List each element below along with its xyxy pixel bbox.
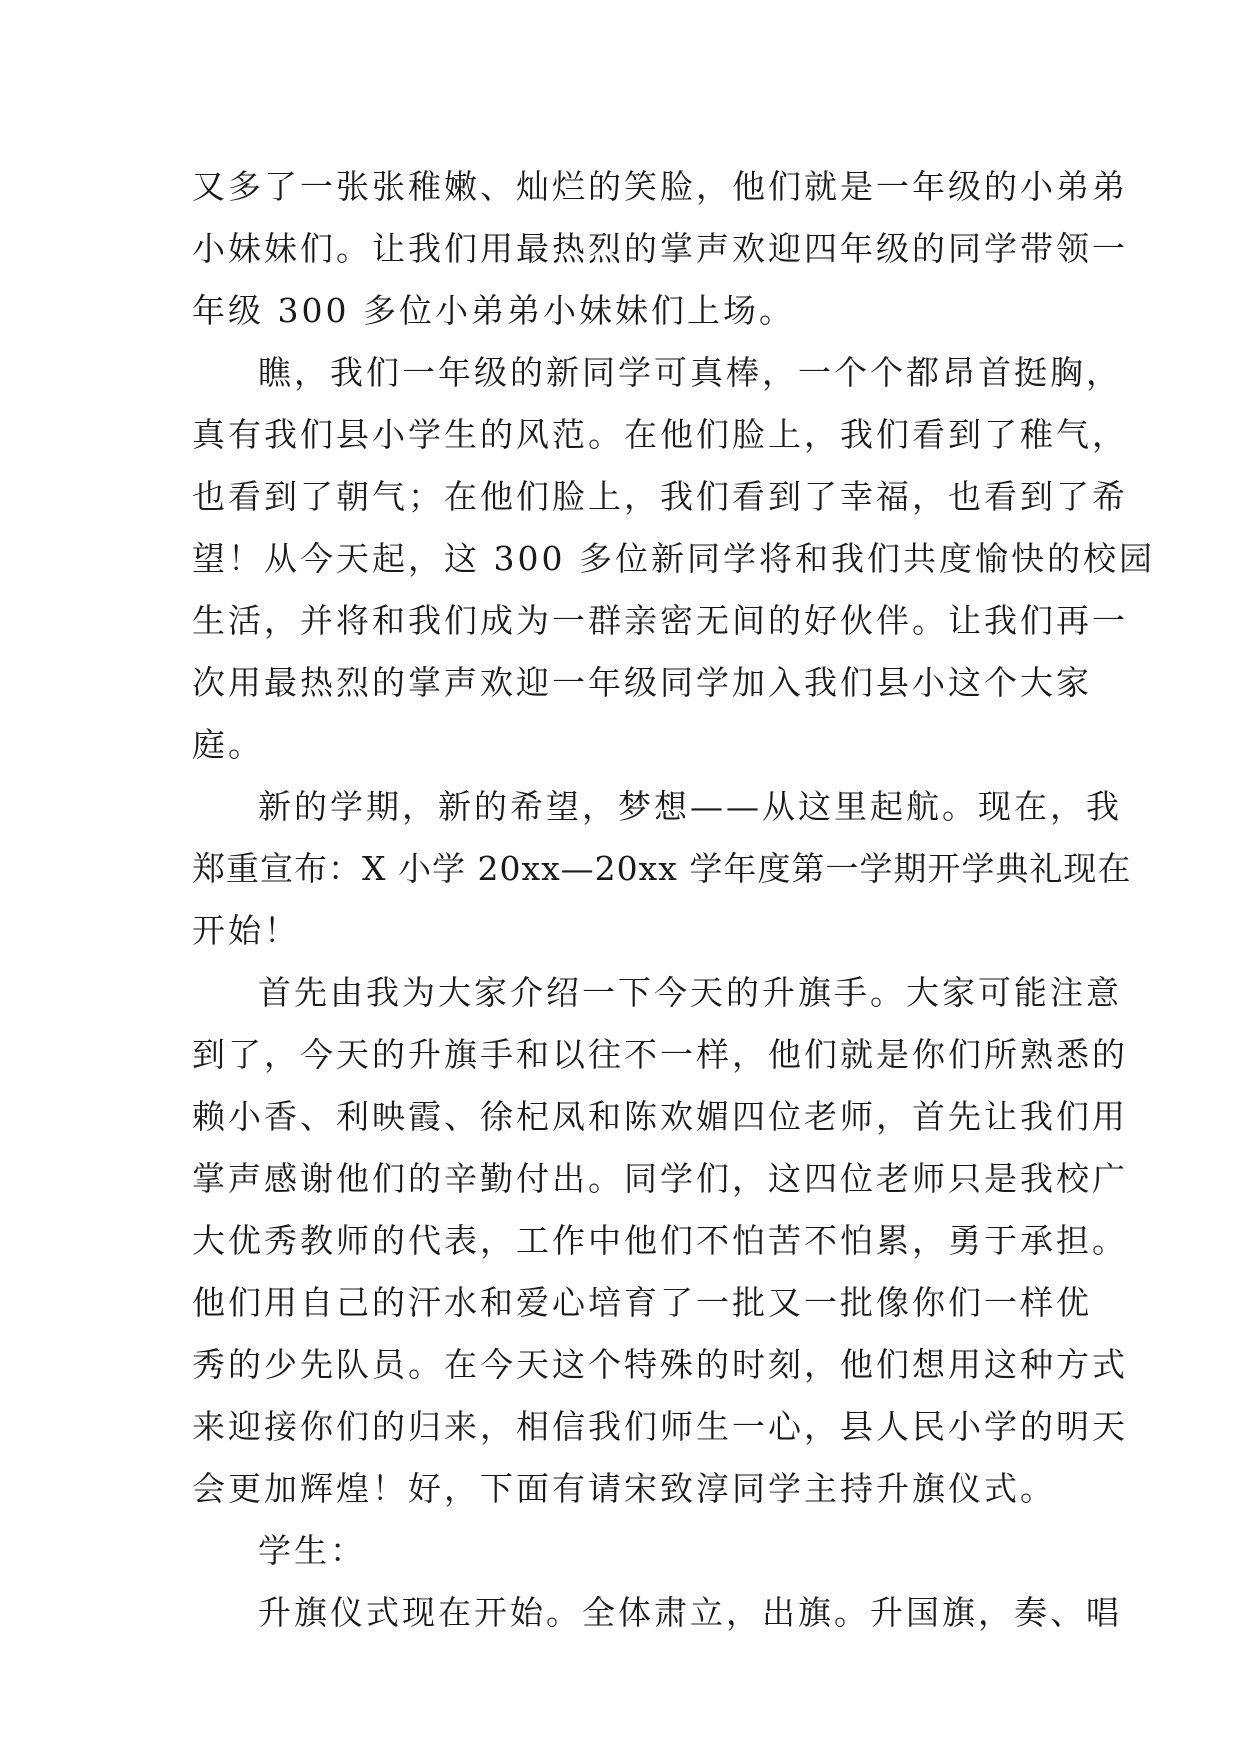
text-line: 学生： [258,1531,366,1570]
text-line: 郑重宣布：X 小学 20xx—20xx 学年度第一学期开学典礼现在 [192,849,1132,888]
text-line: 小妹妹们。让我们用最热烈的掌声欢迎四年级的同学带领一 [192,229,1128,268]
text-line: 来迎接你们的归来，相信我们师生一心，县人民小学的明天 [192,1407,1128,1446]
text-line: 到了，今天的升旗手和以往不一样，他们就是你们所熟悉的 [192,1035,1128,1074]
text-line: 会更加辉煌！好，下面有请宋致淳同学主持升旗仪式。 [192,1469,1056,1508]
text-line: 也看到了朝气；在他们脸上，我们看到了幸福，也看到了希 [192,477,1128,516]
text-line: 掌声感谢他们的辛勤付出。同学们，这四位老师只是我校广 [192,1159,1128,1198]
document-body [192,167,1155,1656]
text-line: 新的学期，新的希望，梦想——从这里起航。现在，我 [258,787,1122,826]
text-line: 大优秀教师的代表，工作中他们不怕苦不怕累，勇于承担。 [192,1221,1128,1260]
text-line: 庭。 [192,725,264,764]
text-line: 生活，并将和我们成为一群亲密无间的好伙伴。让我们再一 [192,601,1128,640]
text-line: 赖小香、利映霞、徐杞凤和陈欢媚四位老师，首先让我们用 [192,1097,1128,1136]
text-line: 年级 300 多位小弟弟小妹妹们上场。 [192,291,795,330]
text-line: 真有我们县小学生的风范。在他们脸上，我们看到了稚气， [192,415,1128,454]
text-line: 秀的少先队员。在今天这个特殊的时刻，他们想用这种方式 [192,1345,1128,1384]
text-line: 又多了一张张稚嫩、灿烂的笑脸，他们就是一年级的小弟弟 [192,167,1128,206]
text-line: 望！从今天起，这 300 多位新同学将和我们共度愉快的校园 [192,539,1155,578]
text-line: 次用最热烈的掌声欢迎一年级同学加入我们县小这个大家 [192,663,1092,702]
text-line: 他们用自己的汗水和爱心培育了一批又一批像你们一样优 [192,1283,1092,1322]
text-line: 升旗仪式现在开始。全体肃立，出旗。升国旗，奏、唱 [258,1593,1122,1632]
text-line: 瞧，我们一年级的新同学可真棒，一个个都昂首挺胸， [258,353,1122,392]
text-line: 首先由我为大家介绍一下今天的升旗手。大家可能注意 [258,973,1122,1012]
text-line: 开始！ [192,911,300,950]
